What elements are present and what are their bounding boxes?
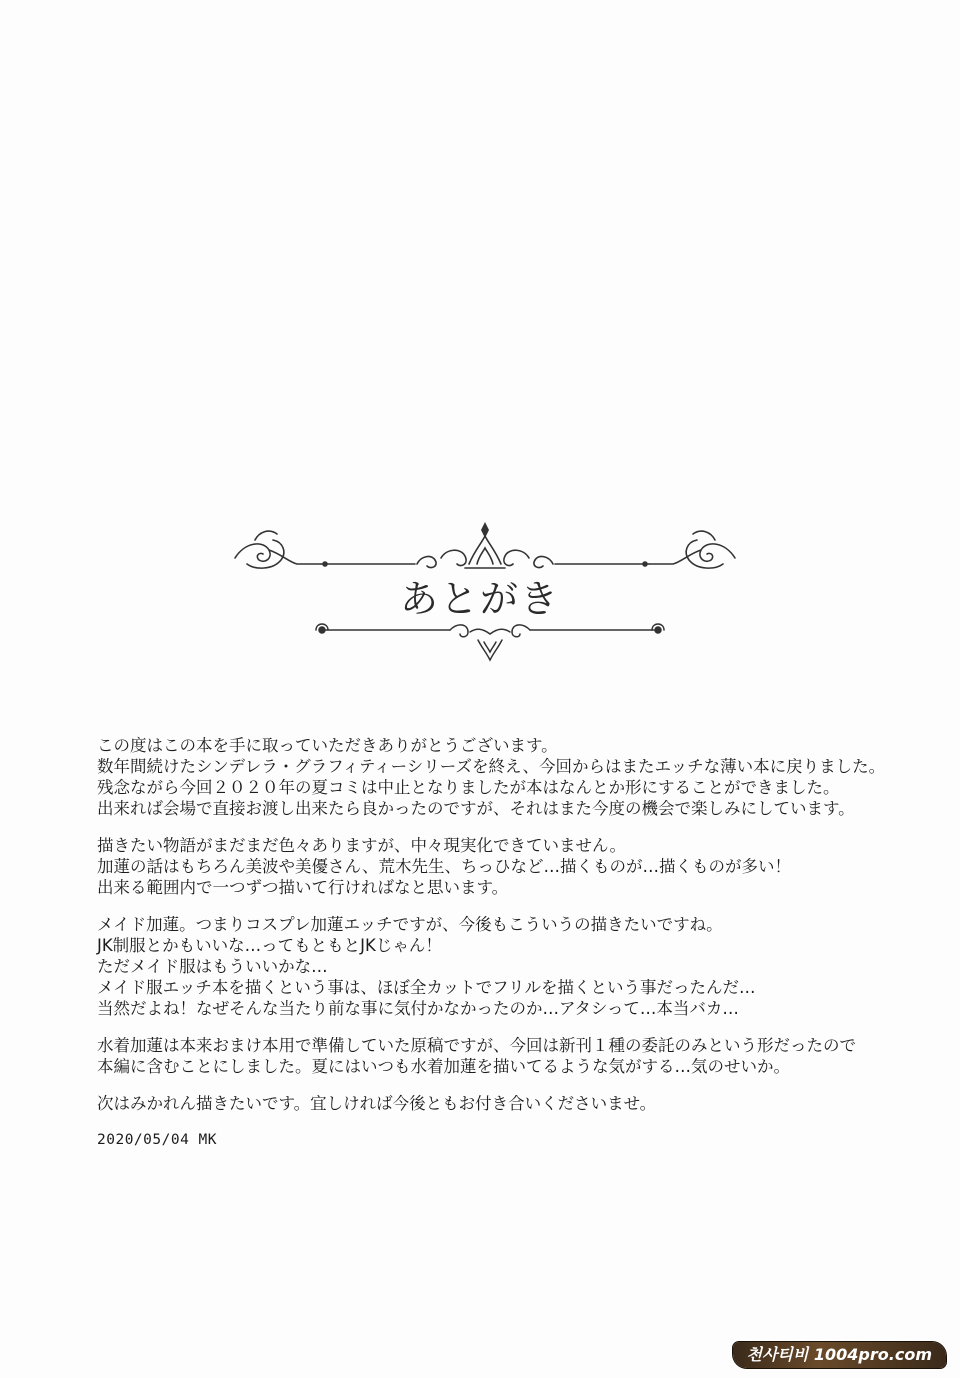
text-line: 当然だよね！なぜそんな当たり前な事に気付かなかったのか…アタシって…本当バカ… (97, 999, 739, 1018)
site-watermark: 천사티비 1004pro.com (733, 1342, 947, 1368)
text-line: メイド服エッチ本を描くという事は、ほぼ全カットでフリルを描くという事だったんだ… (97, 978, 756, 997)
text-line: JK制服とかもいいな…ってもともとJKじゃん！ (97, 936, 442, 955)
text-line: 出来れば会場で直接お渡し出来たら良かったのですが、それはまた今度の機会で楽しみにしています。 (97, 799, 855, 818)
text-line: 加蓮の話はもちろん美波や美優さん、荒木先生、ちっひなど…描くものが…描くものが多い！ (97, 857, 791, 876)
text-line: 出来る範囲内で一つずつ描いて行ければなと思います。 (97, 878, 509, 897)
paragraph-4 (97, 1035, 897, 1077)
paragraph-1 (97, 735, 897, 819)
paragraph-5 (97, 1093, 897, 1114)
text-line: 数年間続けたシンデレラ・グラフィティーシリーズを終え、今回からはまたエッチな薄い本に戻りました。 (97, 757, 886, 776)
afterword-body (97, 735, 897, 1151)
date-signature: 2020/05/04 MK (97, 1132, 217, 1148)
text-line: 残念ながら今回２０２０年の夏コミは中止となりましたが本はなんとか形にすることができました。 (97, 778, 840, 797)
text-line: 水着加蓮は本来おまけ本用で準備していた原稿ですが、今回は新刊１種の委託のみという形だったので (97, 1036, 856, 1055)
text-line: 本編に含むことにしました。夏にはいつも水着加蓮を描いてるような気がする…気のせいか。 (97, 1057, 790, 1076)
text-line: この度はこの本を手に取っていただきありがとうございます。 (97, 736, 558, 755)
text-line: メイド加蓮。つまりコスプレ加蓮エッチですが、今後もこういうの描きたいですね。 (97, 915, 723, 934)
text-line: ただメイド服はもういいかな… (97, 957, 328, 976)
text-line: 次はみかれん描きたいです。宜しければ今後ともお付き合いくださいませ。 (97, 1094, 657, 1113)
paragraph-3 (97, 914, 897, 1019)
paragraph-2 (97, 835, 897, 898)
text-line: 描きたい物語がまだまだ色々ありますが、中々現実化できていません。 (97, 836, 626, 855)
page-title: あとがき (399, 577, 560, 621)
ornament-bottom-flourish (310, 618, 670, 668)
